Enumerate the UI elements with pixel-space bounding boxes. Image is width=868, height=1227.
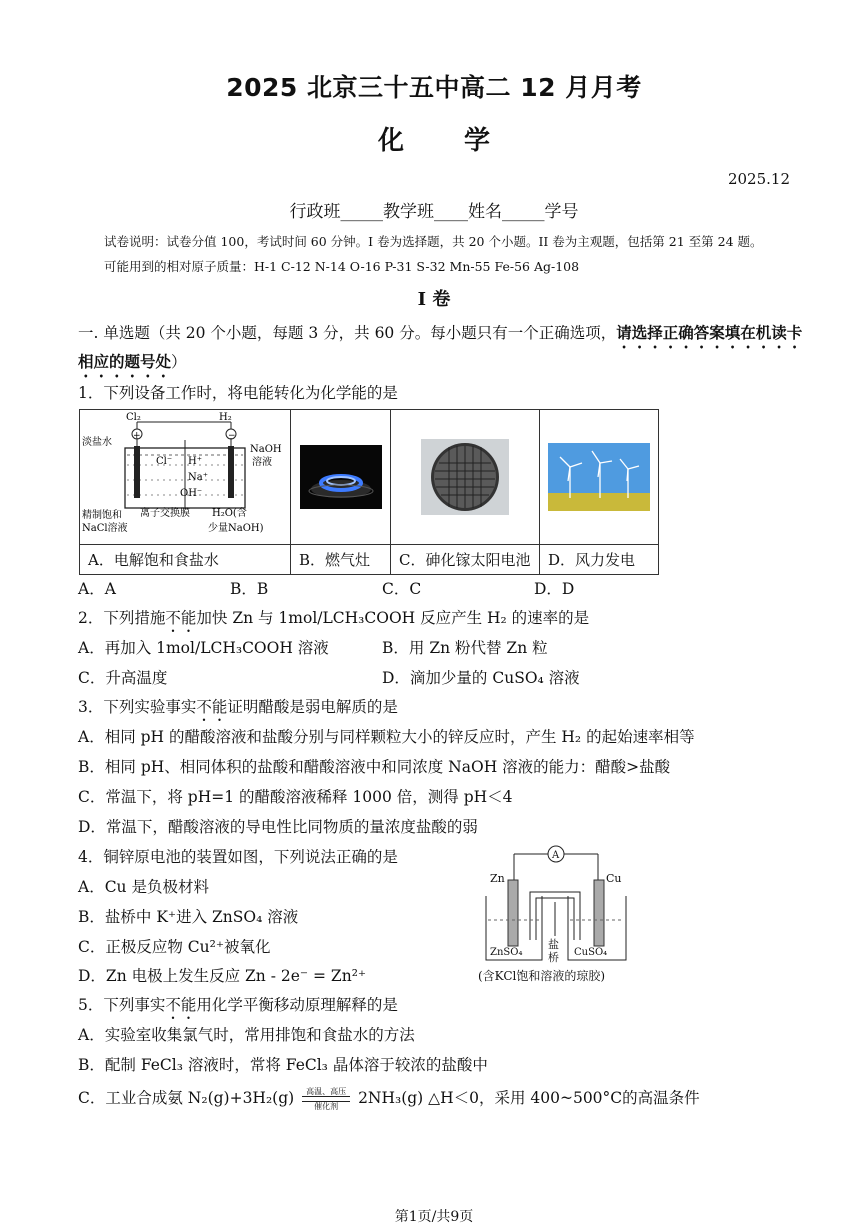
- na-ion-label: Na⁺: [188, 472, 208, 483]
- feed-label-2: NaCl溶液: [82, 523, 128, 534]
- q5-stem: 5．下列事实不能用化学平衡移动原理解释的是: [78, 996, 398, 1014]
- zn-label: Zn: [490, 872, 505, 885]
- salt-bridge-caption: (含KCl饱和溶液的琼胶): [478, 969, 606, 983]
- cu-label: Cu: [606, 872, 622, 885]
- q5-option-a[interactable]: A．实验室收集氯气时，常用排饱和食盐水的方法: [78, 1026, 415, 1044]
- naoh-label: NaOH: [250, 444, 282, 455]
- water-label-2: 少量NaOH): [208, 523, 264, 534]
- h2-label: H₂: [219, 412, 232, 423]
- section-title: I 卷: [417, 289, 451, 310]
- salt-bridge-label-2: 桥: [548, 951, 559, 964]
- brine-label: 淡盐水: [82, 437, 112, 448]
- h-ion-label: H⁺: [188, 456, 202, 467]
- equilibrium-arrow: 高温、高压 催化剂: [302, 1087, 350, 1111]
- q1-option-d[interactable]: D．D: [534, 580, 575, 598]
- q1-option-b[interactable]: B．B: [230, 580, 269, 598]
- q1-stem: 1．下列设备工作时，将电能转化为化学能的是: [78, 384, 398, 402]
- q4-option-a[interactable]: A．Cu 是负极材料: [78, 878, 209, 896]
- q1-cell-caption-c: C．砷化镓太阳电池: [391, 545, 540, 575]
- q4-stem: 4．铜锌原电池的装置如图，下列说法正确的是: [78, 848, 398, 866]
- membrane-label: 离子交换膜: [140, 508, 190, 519]
- q5-option-b[interactable]: B．配制 FeCl₃ 溶液时，常将 FeCl₃ 晶体溶于较浓的盐酸中: [78, 1056, 488, 1074]
- q1-option-c[interactable]: C．C: [382, 580, 422, 598]
- q3-option-a[interactable]: A．相同 pH 的醋酸溶液和盐酸分别与同样颗粒大小的锌反应时，产生 H₂ 的起始速率相等: [78, 728, 695, 746]
- q3-option-c[interactable]: C．常温下，将 pH=1 的醋酸溶液稀释 1000 倍，测得 pH＜4: [78, 788, 513, 806]
- q1-option-a[interactable]: A．A: [78, 580, 116, 598]
- q2-option-d[interactable]: D．滴加少量的 CuSO₄ 溶液: [382, 669, 580, 687]
- naoh-solution-label: 溶液: [252, 457, 272, 468]
- q3-stem: 3．下列实验事实不能证明醋酸是弱电解质的是: [78, 698, 398, 716]
- page-number: 第1页/共9页: [394, 1209, 474, 1225]
- q2-stem: 2．下列措施不能加快 Zn 与 1mol/LCH₃COOH 反应产生 H₂ 的速率的是: [78, 609, 590, 627]
- q1-cell-caption-a: A．电解饱和食盐水: [80, 545, 291, 575]
- cuso4-label: CuSO₄: [574, 947, 608, 958]
- q4-option-b[interactable]: B．盐桥中 K⁺进入 ZnSO₄ 溶液: [78, 908, 299, 926]
- wind-power-cell: [540, 410, 659, 545]
- znso4-label: ZnSO₄: [490, 947, 523, 958]
- salt-bridge-label-1: 盐: [548, 938, 559, 951]
- student-info-line: 行政班_____教学班____姓名_____学号: [289, 202, 579, 222]
- svg-text:−: −: [228, 431, 236, 441]
- feed-label-1: 精制饱和: [82, 510, 122, 521]
- q2-option-a[interactable]: A．再加入 1mol/LCH₃COOH 溶液: [78, 639, 329, 657]
- subject-title: 化学: [377, 126, 550, 156]
- q1-table: [79, 409, 659, 575]
- exam-date: 2025.12: [727, 170, 790, 188]
- exam-title: 2025 北京三十五中高二 12 月月考: [226, 73, 642, 102]
- ammeter-label: A: [552, 850, 560, 861]
- section-intro-cont: 相应的题号处）: [78, 352, 187, 371]
- q2-option-b[interactable]: B．用 Zn 粉代替 Zn 粒: [382, 639, 548, 657]
- wind-turbines-image: [548, 443, 650, 511]
- q2-option-c[interactable]: C．升高温度: [78, 669, 168, 687]
- electrolysis-cell-diagram: [80, 410, 290, 544]
- atomic-mass-note: 可能用到的相对原子质量：H-1 C-12 N-14 O-16 P-31 S-32 Mn-55 Fe-56 Ag-108: [104, 259, 580, 274]
- oh-ion-label: OH⁻: [180, 488, 203, 499]
- q3-option-d[interactable]: D．常温下，醋酸溶液的导电性比同物质的量浓度盐酸的弱: [78, 818, 478, 836]
- gaas-solar-cell-image: [421, 439, 509, 515]
- q5-option-c[interactable]: C．工业合成氨 N₂(g)+3H₂(g) 高温、高压 催化剂 2NH₃(g) △H＜0，采用 400~500°C的高温条件: [78, 1087, 700, 1111]
- solar-cell-cell: [391, 410, 540, 545]
- cl2-label: Cl₂: [126, 412, 141, 423]
- q3-option-b[interactable]: B．相同 pH、相同体积的盐酸和醋酸溶液中和同浓度 NaOH 溶液的能力：醋酸>盐酸: [78, 758, 671, 776]
- galvanic-cell-diagram: [470, 840, 650, 988]
- gas-stove-image: [300, 445, 382, 509]
- q4-option-c[interactable]: C．正极反应物 Cu²⁺被氧化: [78, 938, 271, 956]
- electrolysis-diagram-cell: [80, 410, 291, 545]
- gas-stove-cell: [291, 410, 391, 545]
- section-intro: 一. 单选题（共 20 个小题，每题 3 分，共 60 分。每小题只有一个正确选项，请选择正确答案填在机读卡: [78, 323, 803, 342]
- q4-option-d[interactable]: D．Zn 电极上发生反应 Zn - 2e⁻ = Zn²⁺: [78, 967, 367, 985]
- svg-text:+: +: [133, 431, 141, 441]
- cl-ion-label: Cl⁻: [156, 456, 173, 467]
- q1-cell-caption-d: D．风力发电: [540, 545, 659, 575]
- exam-note: 试卷说明：试卷分值 100，考试时间 60 分钟。I 卷为选择题，共 20 个小题。II 卷为主观题，包括第 21 至第 24 题。: [104, 234, 763, 249]
- q1-cell-caption-b: B．燃气灶: [291, 545, 391, 575]
- water-label-1: H₂O(含: [212, 508, 247, 519]
